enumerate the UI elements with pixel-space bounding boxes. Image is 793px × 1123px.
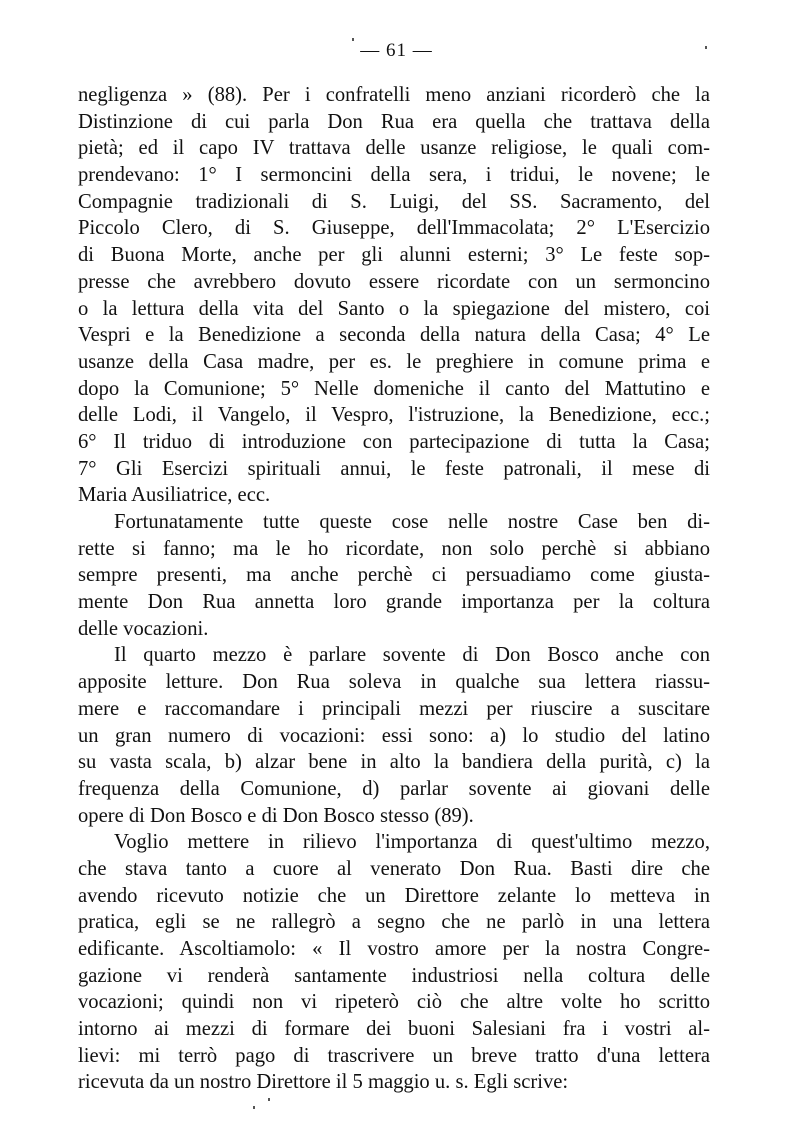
print-speck	[253, 1106, 255, 1109]
text-line: che stava tanto a cuore al venerato Don Rua. Basti dire che	[78, 857, 710, 880]
text-line: apposite letture. Don Rua soleva in qualche sua lettera riassu-	[78, 671, 710, 694]
text-line: pratica, egli se ne rallegrò a segno che ne parlò in una lettera	[78, 911, 710, 934]
paragraph	[78, 82, 710, 509]
text-line: frequenza della Comunione, d) parlar sovente ai giovani delle	[78, 777, 710, 800]
text-line: mente Don Rua annetta loro grande importanza per la coltura	[78, 591, 710, 614]
text-line: pietà; ed il capo IV trattava delle usanze religiose, le quali com-	[78, 137, 710, 160]
text-line: di Buona Morte, anche per gli alunni esterni; 3° Le feste sop-	[78, 244, 710, 267]
text-line: ricevuta da un nostro Direttore il 5 maggio u. s. Egli scrive:	[78, 1071, 569, 1094]
text-line: negligenza » (88). Per i confratelli meno anziani ricorderò che la	[78, 84, 710, 106]
print-speck	[268, 1098, 270, 1101]
text-line: presse che avrebbero dovuto essere ricordate con un sermoncino	[78, 270, 710, 293]
text-line: intorno ai mezzi di formare dei buoni Salesiani fra i vostri al-	[78, 1018, 710, 1041]
text-line: Distinzione di cui parla Don Rua era quella che trattava della	[78, 110, 710, 133]
text-line: usanze della Casa madre, per es. le preghiere in comune prima e	[78, 350, 710, 373]
text-line: mere e raccomandare i principali mezzi per riuscire a suscitare	[78, 697, 710, 720]
paragraph	[78, 509, 710, 642]
text-line: su vasta scala, b) alzar bene in alto la bandiera della purità, c) la	[78, 751, 710, 774]
paragraph	[78, 642, 710, 829]
text-line: edificante. Ascoltiamolo: « Il vostro amore per la nostra Congre-	[78, 938, 710, 960]
text-line: delle Lodi, il Vangelo, il Vespro, l'istruzione, la Benedizione, ecc.;	[78, 404, 710, 427]
print-speck	[352, 38, 354, 41]
text-line: rette si fanno; ma le ho ricordate, non solo perchè si abbiano	[78, 537, 710, 560]
text-line: gazione vi renderà santamente industriosi nella coltura delle	[78, 964, 710, 987]
text-line: opere di Don Bosco e di Don Bosco stesso (89).	[78, 804, 474, 827]
text-line: Maria Ausiliatrice, ecc.	[78, 484, 271, 507]
text-line: delle vocazioni.	[78, 617, 209, 640]
text-line: vocazioni; quindi non vi ripeterò ciò che altre volte ho scritto	[78, 991, 710, 1014]
text-line: Piccolo Clero, di S. Giuseppe, dell'Immacolata; 2° L'Esercizio	[78, 217, 710, 240]
text-line: lievi: mi terrò pago di trascrivere un breve tratto d'una lettera	[78, 1044, 710, 1067]
text-line: prendevano: 1° I sermoncini della sera, i tridui, le novene; le	[78, 164, 710, 187]
print-speck	[705, 46, 707, 49]
body-text	[78, 82, 710, 1096]
text-line: Fortunatamente tutte queste cose nelle nostre Case ben di-	[114, 511, 710, 533]
text-line: un gran numero di vocazioni: essi sono: a) lo studio del latino	[78, 724, 710, 747]
text-line: dopo la Comunione; 5° Nelle domeniche il canto del Mattutino e	[78, 377, 710, 400]
text-line: Voglio mettere in rilievo l'importanza di quest'ultimo mezzo,	[114, 831, 710, 854]
text-line: sempre presenti, ma anche perchè ci persuadiamo come giusta-	[78, 564, 710, 587]
text-line: avendo ricevuto notizie che un Direttore zelante lo metteva in	[78, 884, 710, 907]
text-line: Compagnie tradizionali di S. Luigi, del SS. Sacramento, del	[78, 190, 710, 213]
text-line: 7° Gli Esercizi spirituali annui, le feste patronali, il mese di	[78, 457, 710, 480]
text-line: 6° Il triduo di introduzione con partecipazione di tutta la Casa;	[78, 430, 710, 453]
page-number: — 61 —	[360, 40, 433, 61]
paragraph	[78, 829, 710, 1096]
text-line: Il quarto mezzo è parlare sovente di Don Bosco anche con	[114, 644, 710, 667]
text-line: o la lettura della vita del Santo o la spiegazione del mistero, coi	[78, 297, 710, 320]
text-line: Vespri e la Benedizione a seconda della natura della Casa; 4° Le	[78, 324, 710, 347]
